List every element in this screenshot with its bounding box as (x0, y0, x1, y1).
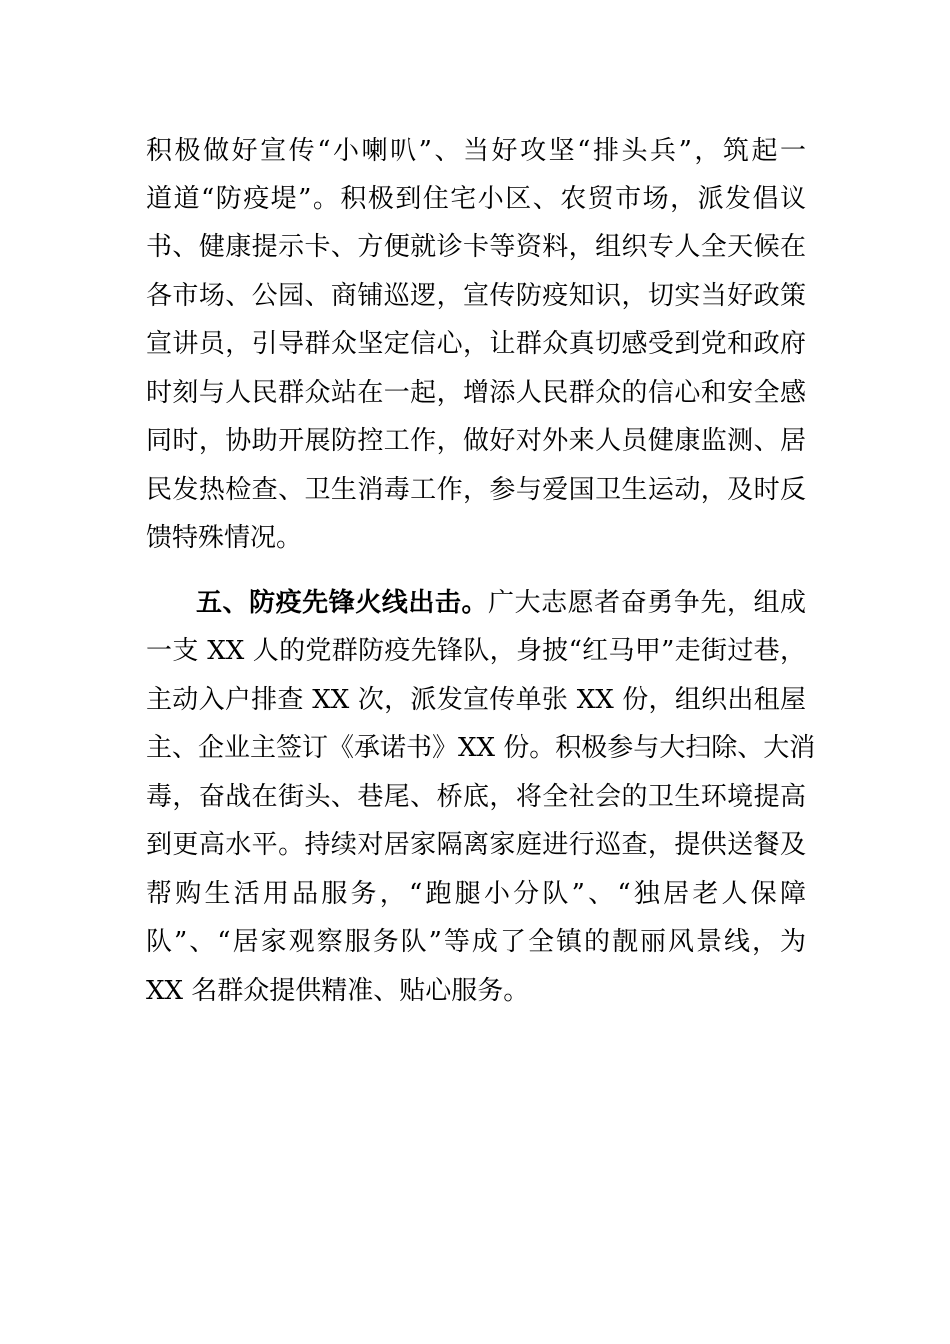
paragraph-2-line-8: 队”、“居家观察服务队”等成了全镇的靓丽风景线，为 (146, 927, 806, 957)
paragraph-2-line-5: 毒，奋战在街头、巷尾、桥底，将全社会的卫生环境提高 (146, 782, 806, 812)
paragraph-1-line-5: 宣讲员，引导群众坚定信心，让群众真切感受到党和政府 (146, 329, 806, 359)
paragraph-1-line-3: 书、健康提示卡、方便就诊卡等资料，组织专人全天候在 (146, 232, 806, 262)
section-heading: 五、防疫先锋火线出击。 (196, 588, 488, 618)
paragraph-1-line-7: 同时，协助开展防控工作，做好对外来人员健康监测、居 (146, 426, 806, 456)
paragraph-1-line-8: 民发热检查、卫生消毒工作，参与爱国卫生运动，及时反 (146, 475, 806, 505)
paragraph-2-line-3: 主动入户排查 XX 次，派发宣传单张 XX 份，组织出租屋 (146, 685, 806, 715)
paragraph-2-line-4: 主、企业主签订《承诺书》XX 份。积极参与大扫除、大消 (146, 733, 816, 763)
paragraph-2-line-6: 到更高水平。持续对居家隔离家庭进行巡查，提供送餐及 (146, 830, 806, 860)
paragraph-2-line-1-text: 广大志愿者奋勇争先，组成 (488, 588, 806, 618)
paragraph-2-line-1 (196, 587, 806, 619)
paragraph-1-line-6: 时刻与人民群众站在一起，增添人民群众的信心和安全感 (146, 378, 806, 408)
paragraph-1-line-2: 道道“防疫堤”。积极到住宅小区、农贸市场，派发倡议 (146, 184, 806, 214)
paragraph-2-line-2: 一支 XX 人的党群防疫先锋队，身披“红马甲”走街过巷， (146, 636, 806, 666)
paragraph-1-line-4: 各市场、公园、商铺巡逻，宣传防疫知识，切实当好政策 (146, 281, 806, 311)
paragraph-1-line-1: 积极做好宣传“小喇叭”、当好攻坚“排头兵”，筑起一 (146, 136, 806, 166)
paragraph-2-line-9: XX 名群众提供精准、贴心服务。 (146, 976, 530, 1006)
paragraph-2-line-7: 帮购生活用品服务，“跑腿小分队”、“独居老人保障 (146, 879, 806, 909)
paragraph-1-line-9: 馈特殊情况。 (146, 523, 303, 553)
